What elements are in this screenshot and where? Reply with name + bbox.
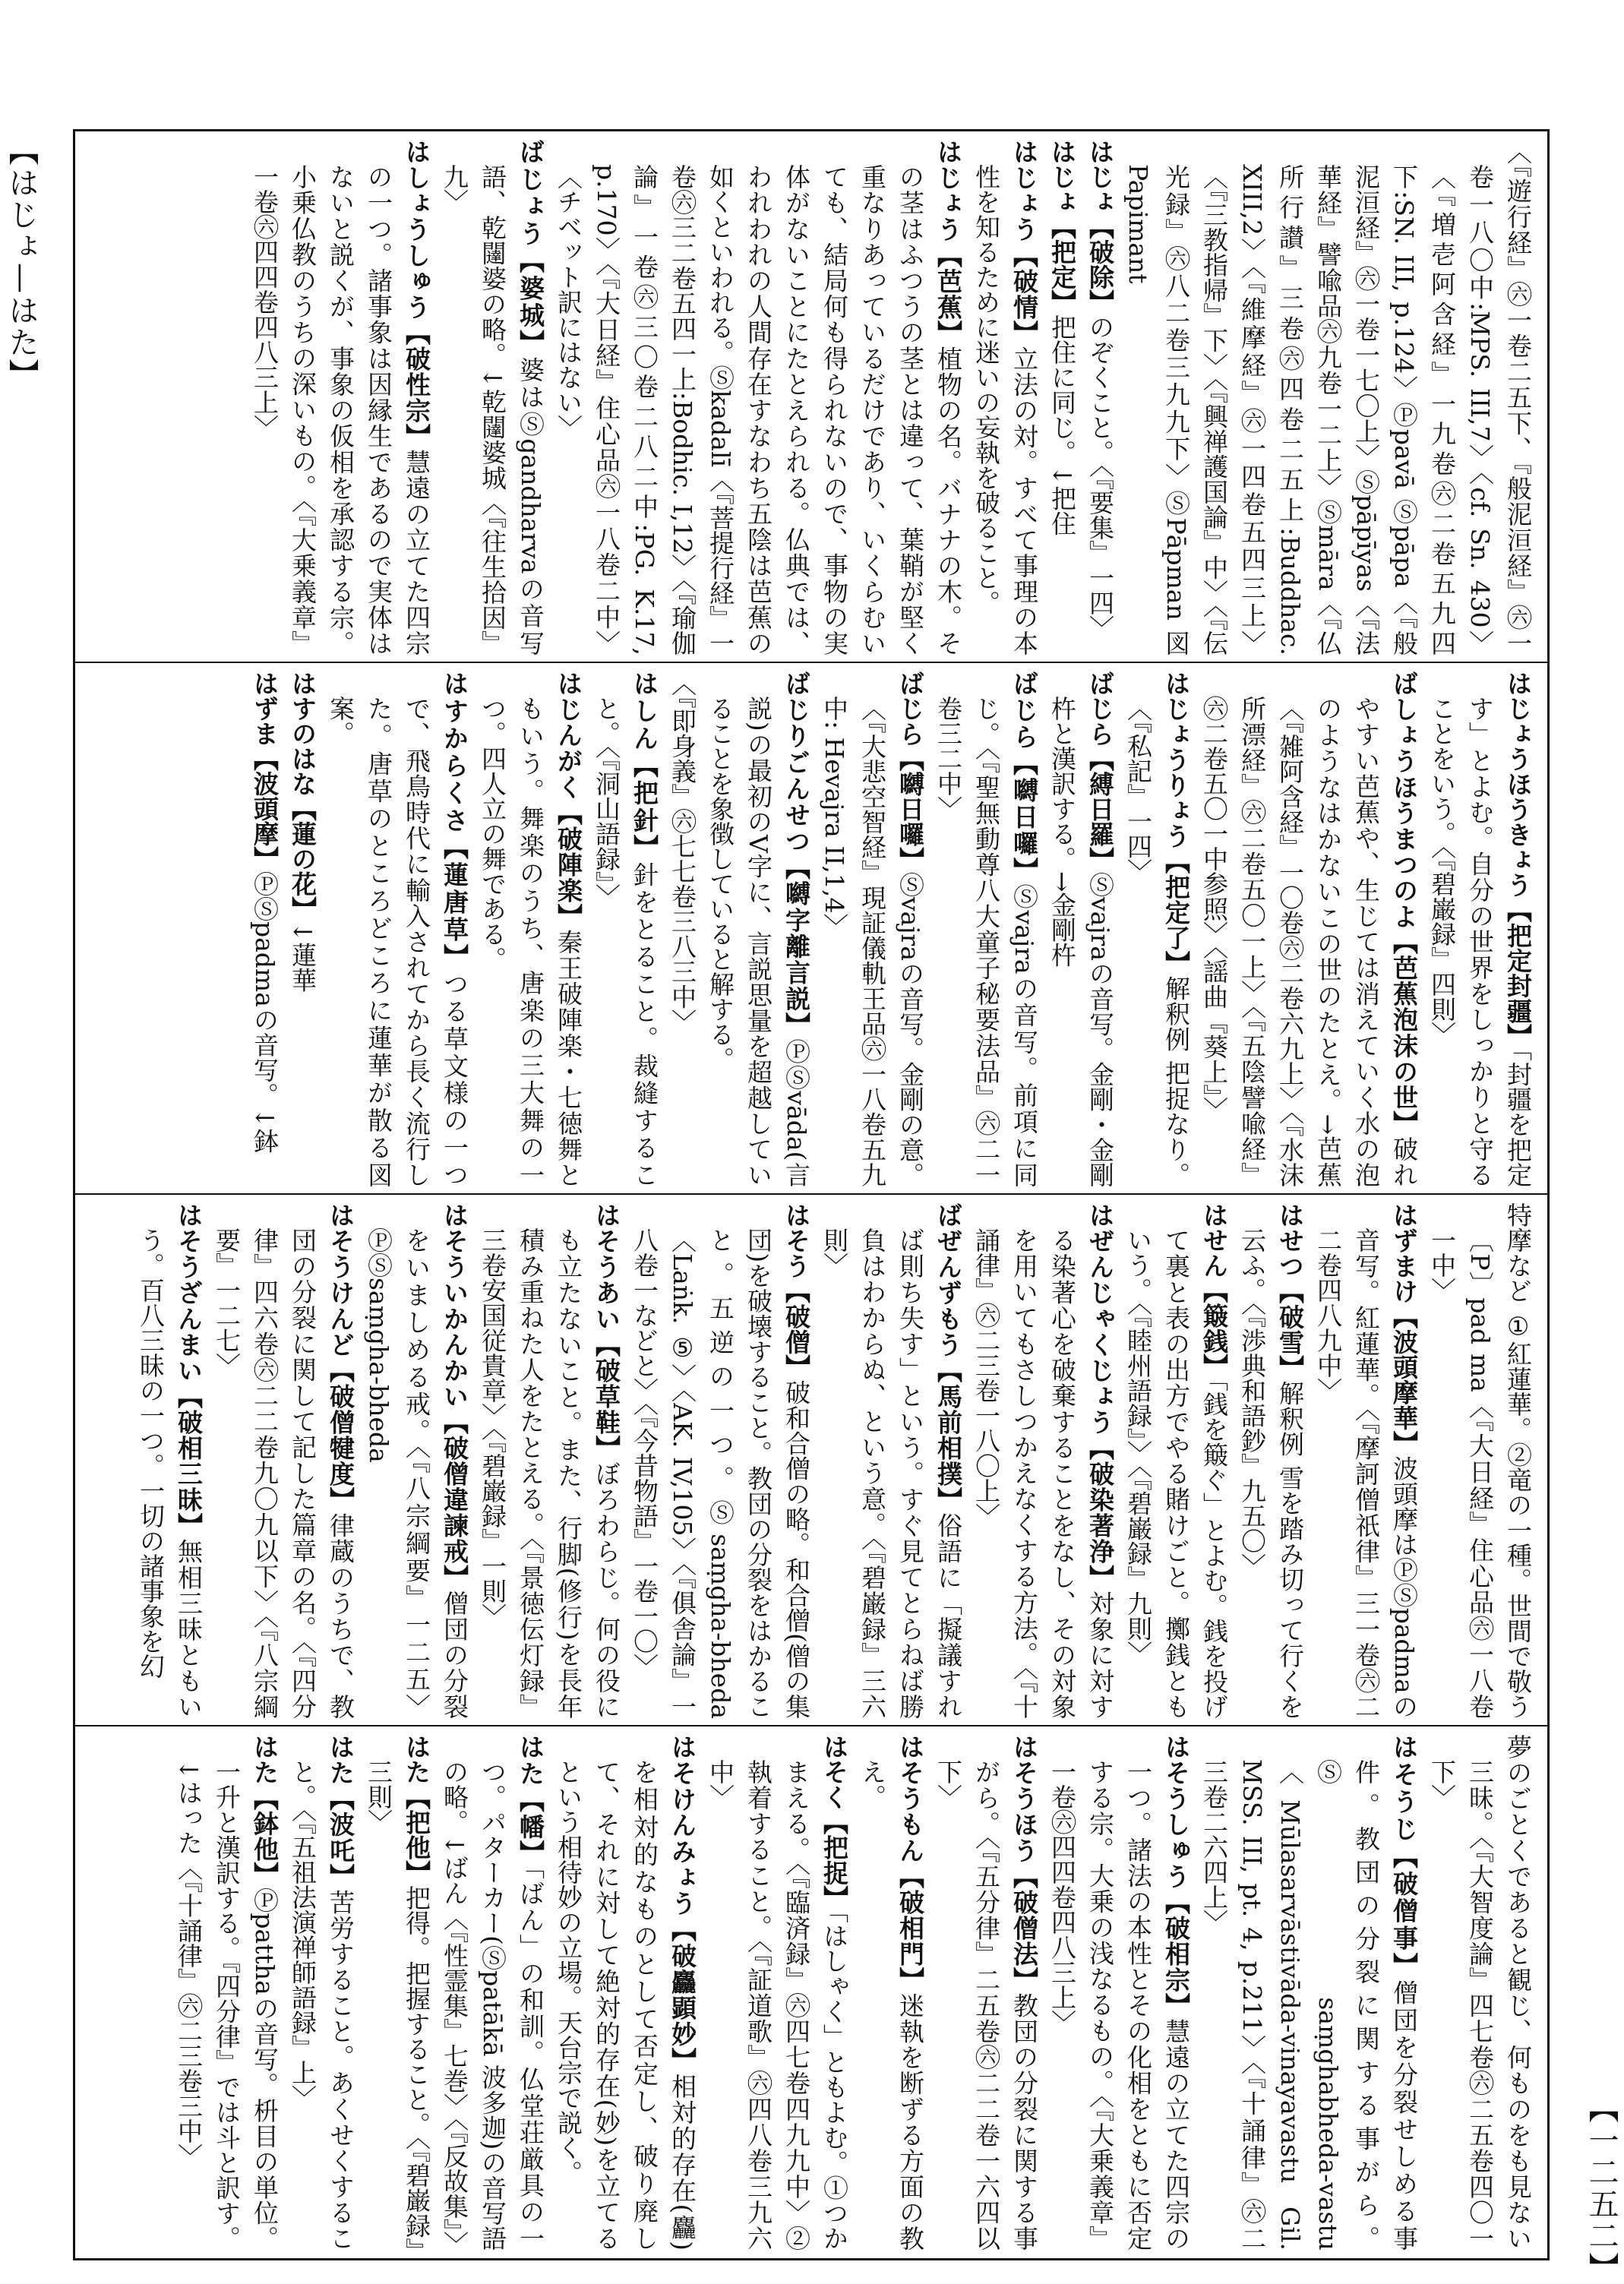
dictionary-entry xyxy=(815,671,929,1187)
entry-headword: ばしょうほうまつのよ【芭蕉泡沫の世】 xyxy=(1389,671,1419,1136)
entry-headword: ばじら【嚩日囉】 xyxy=(896,671,925,872)
dictionary-entry xyxy=(359,1202,473,1719)
entry-headword: はそういかんかい【破僧違諫戒】 xyxy=(440,1202,469,1591)
dictionary-entry xyxy=(1119,1202,1233,1719)
entry-headword: はた【鉢他】 xyxy=(250,1734,280,1888)
entry-definition: 夢のごとくであると観じ、何ものをも見ない三昧。〈『大智度論』四七卷㊅二五卷四〇一下〉 xyxy=(1427,1734,1533,2251)
entry-headword: はずまけ【波頭摩華】 xyxy=(1389,1202,1419,1456)
dictionary-entry xyxy=(701,671,815,1187)
dictionary-entry xyxy=(1043,671,1119,1187)
entry-headword: はた【波吒】 xyxy=(326,1734,355,1890)
entry-definition: ↓蓮華 xyxy=(288,921,318,993)
entry-definition: 針をとること。裁縫すること。〈『洞山語録』〉 xyxy=(592,696,659,1188)
entry-headword: はそく【把捉】 xyxy=(820,1734,849,1911)
entry-headword: はじょう【芭蕉】 xyxy=(934,139,963,346)
entry-definition: ⓅⓈvāda(言説)の最初のV字に、言説思量を超越していることを象徴していると解する。 xyxy=(706,696,811,1188)
entry-definition: Ⓢvajraの音写。金剛・金剛杵と漢訳する。→金剛杵 xyxy=(1047,696,1115,1188)
entry-definition: 「銭を簸ぐ」とよむ。銭を投げて裏と表の出方でやる賭けごと。擲銭ともいう。〈『睦州語録』〉〈『碧巌録』九則〉 xyxy=(1123,1227,1229,1720)
dictionary-entry xyxy=(1233,1202,1309,1719)
entry-definition: 把得。把握すること。〈『碧巌録』三則〉 xyxy=(364,1759,431,2251)
entry-definition: 解釈例 雪を踏み切って行くを云ふ。〈『渉典和語鈔』九五〇〉 xyxy=(1237,1227,1305,1719)
entry-headword: ばじら【縛日羅】 xyxy=(1085,671,1115,872)
entry-definition: Ⓢvajraの音写。金剛の意。〈『大悲空智経』現証儀軌王品㊅一八卷五九中: Hevajra II,1,4〉 xyxy=(820,696,925,1188)
dictionary-entry xyxy=(1195,671,1423,1187)
dictionary-entry xyxy=(473,1202,625,1719)
entry-headword: ばじりごんせつ【嚩字離言説】 xyxy=(782,671,811,1039)
section-2-text xyxy=(86,671,1537,1187)
dictionary-entry xyxy=(1309,1202,1423,1719)
dictionary-entry xyxy=(169,1734,283,2251)
entry-headword: はすのはな【蓮の花】 xyxy=(288,671,318,921)
entry-headword: はじょう【破情】 xyxy=(1009,139,1039,346)
entry-definition: Ⓟpatthaの音写。枡目の単位。一升と漢訳する。『四分律』では斗と訳す。↓はった〈『十誦律』㊅二三卷三中〉 xyxy=(174,1759,280,2251)
dictionary-entry xyxy=(549,139,967,656)
entry-definition: つる草文様の一つで、飛鳥時代に輸入されてから長く流行した。唐草のところどころに蓮華が散る図案。 xyxy=(326,696,469,1188)
entry-definition: Ⓢvajraの音写。前項に同じ。〈『聖無動尊八大童子秘要法品』㊅二一卷三二中〉 xyxy=(934,696,1039,1188)
section-1 xyxy=(75,131,1547,663)
entry-headword: はそうあい【破草鞋】 xyxy=(592,1202,621,1461)
dictionary-entry xyxy=(1119,671,1195,1187)
dictionary-entry xyxy=(245,139,435,656)
entry-definition: 「ばん」の和訓。仏堂荘厳具の一つ。パターカー(Ⓢpatākā 波多迦)の音写語の略。↓ばん〈『性霊集』七巻〉〈『反故集』〉 xyxy=(440,1759,545,2257)
entry-headword: はた【幡】 xyxy=(516,1734,545,1867)
dictionary-entry xyxy=(701,1734,853,2251)
dictionary-entry xyxy=(929,671,1043,1187)
entry-headword: はそうもん【破相門】 xyxy=(896,1734,925,1993)
entry-definition: 「封疆を把定す」とよむ。自分の世界をしっかりと守ることをいう。〈『碧巌録』四則〉 xyxy=(1427,696,1533,1188)
section-3-text xyxy=(86,1202,1537,1719)
entry-headword: ばぜんずもう【馬前相撲】 xyxy=(934,1202,963,1513)
dictionary-entry xyxy=(853,1734,929,2251)
dictionary-entry xyxy=(1081,139,1119,656)
entry-headword: はじょ【把定】 xyxy=(1047,139,1077,314)
dictionary-entry xyxy=(283,1734,359,2251)
entry-headword: はじょ【破除】 xyxy=(1085,139,1115,314)
entry-definition: 秦王破陣楽・七徳舞ともいう。舞楽のうち、唐楽の三大舞の一つ。四人立の舞である。 xyxy=(478,696,583,1188)
entry-definition: のぞくこと。〈『要集』一四〉 xyxy=(1085,314,1115,640)
entry-headword: ばじら【嚩日囉】 xyxy=(1009,671,1039,884)
entry-headword: はじょうほうきょう【把定封疆】 xyxy=(1503,671,1533,1049)
dictionary-entry xyxy=(967,1202,1119,1719)
entry-definition: 対象に対する染著心を破棄することをなし、その対象を用いてもさしつかえなくする方法。〈『十誦律』㊅二三卷一八〇上〉 xyxy=(972,1227,1115,1720)
entry-headword: はそうしゅう【破相宗】 xyxy=(1161,1734,1191,2019)
entry-headword: はぜんじゃくじょう【破染著浄】 xyxy=(1085,1202,1115,1591)
entry-headword: はた【把他】 xyxy=(402,1734,431,1885)
entry-definition: 破れやすい芭蕉や、生じては消えていく水の泡のようなはかないこの世のたとえ。→芭蕉〈『雑阿含経』一〇卷㊅二卷六九上〉〈『水沫所漂経』㊅二卷五〇一上〉〈『五陰譬喩経』㊅二卷五〇一中参照〉〈謡曲『葵上』〉 xyxy=(1199,696,1419,1188)
section-4 xyxy=(75,1726,1547,2258)
entry-definition: 特摩など ①紅蓮華。②竜の一種。世間で敬う〔P〕pad ma〈『大日経』住心品㊅一八卷一中〉 xyxy=(1427,1202,1533,1719)
entry-definition: 〈『即身義』㊅七七卷三八三中〉 xyxy=(668,671,697,1035)
entry-definition: ぼろわらじ。何の役にも立たないこと。また、行脚(修行)を長年積み重ねた人をたとえる。〈『景徳伝灯録』三卷安国従貴章〉〈『碧巌録』一則〉 xyxy=(478,1227,621,1720)
entry-definition: 把住に同じ。↓把住 xyxy=(1047,314,1077,536)
entry-definition: 慧遠の立てた四宗の一つ。諸事象は因縁生であるので実体はないと説くが、事象の仮相を承認する宗。小乗仏教のうちの深いもの。〈『大乗義章』一卷㊅四四卷四八三上〉 xyxy=(250,164,431,656)
dictionary-entry xyxy=(435,139,549,656)
dictionary-entry xyxy=(245,671,283,1187)
dictionary-entry xyxy=(131,1202,207,1719)
dictionary-entry xyxy=(473,671,587,1187)
dictionary-entry xyxy=(1119,139,1537,656)
entry-headword: はすからくさ【蓮唐草】 xyxy=(440,671,469,971)
dictionary-entry xyxy=(815,1202,967,1719)
section-2 xyxy=(75,663,1547,1195)
section-3 xyxy=(75,1195,1547,1726)
entry-definition: 僧団の分裂をいましめる戒。〈『八宗綱要』一二五〉ⓅⓈsaṃgha-bheda xyxy=(364,1227,469,1720)
entry-definition: 立法の対。すべて事理の本性を知るために迷いの妄執を破ること。 xyxy=(972,164,1039,656)
entry-definition: 迷執を断ずる方面の教え。 xyxy=(858,1759,925,2251)
entry-headword: はせつ【破雪】 xyxy=(1275,1202,1305,1381)
dictionary-entry xyxy=(587,671,663,1187)
dictionary-entry xyxy=(1043,139,1081,656)
dictionary-entry xyxy=(359,1734,435,2251)
entry-definition: 破和合僧の略。和合僧(僧の集団)を破壊すること。教団の分裂をはかること。五逆の一つ。Ⓢsaṃgha-bheda〈Laṅk. ⑤〉〈AK. IV,105〉〈『俱舎論』一八卷一などと〉〈『今昔物語』一卷一〇〉 xyxy=(630,1227,811,1720)
entry-headword: はじょうりょう【把定了】 xyxy=(1161,671,1191,976)
entry-definition: 律蔵のうちで、教団の分裂に関して記した篇章の名。〈『四分律』四六卷㊅二二卷九〇九以下〉〈『八宗綱要』一二七〉 xyxy=(212,1227,355,1720)
entry-definition: 解釈例 把捉なり。〈『私記』一四〉 xyxy=(1123,696,1191,1187)
page-header-left: 【はじょ—はた】 xyxy=(4,135,39,390)
entry-headword: はそう【破僧】 xyxy=(782,1202,811,1380)
entry-definition: 「はしゃく」ともよむ。①つかまえる。〈『臨済録』㊅四七卷四九九中〉②執着すること。〈『証道歌』㊅四八卷三九六中〉 xyxy=(706,1759,849,2251)
dictionary-entry xyxy=(663,671,701,1187)
dictionary-entry xyxy=(549,1734,701,2251)
entry-headword: はしょうしゅう【破性宗】 xyxy=(402,139,431,450)
entry-definition: 婆はⓈgandharvaの音写語、乾闥婆の略。↓乾闥婆城〈『往生拾因』九〉 xyxy=(440,164,545,656)
entry-headword: はずま【波頭摩】 xyxy=(250,671,280,871)
dictionary-entry xyxy=(321,671,473,1187)
entry-headword: はそうけんど【破僧犍度】 xyxy=(326,1202,355,1513)
section-4-text xyxy=(86,1734,1537,2257)
entry-headword: ばじょう【婆城】 xyxy=(516,139,545,357)
dictionary-entry xyxy=(1423,1202,1537,1719)
entry-definition: 相対的存在(麤)を相対的なものとして否定し、破り廃して、それに対して絶対的存在(妙)を立てるという相待妙の立場。天台宗で説く。 xyxy=(554,1759,697,2251)
entry-headword: はそうざんまい【破相三昧】 xyxy=(174,1202,204,1539)
page-number: 【一二五二】 xyxy=(1584,2093,1619,2284)
dictionary-entry xyxy=(1195,1734,1423,2251)
dictionary-entry xyxy=(1423,671,1537,1187)
dictionary-entry xyxy=(1043,1734,1195,2251)
entry-headword: はそけんみょう【破麤顕妙】 xyxy=(668,1734,697,2074)
entry-definition: 慧遠の立てた四宗の一つ。諸法の本性とその化相をともに否定する宗。大乗の浅なるもの。〈『大乗義章』一卷㊅四四卷四八三上〉 xyxy=(1047,1759,1191,2251)
entry-definition: 俗語に「擬議すれば則ち失す」という。すぐ見てとらねば勝負はわからぬ、という意。〈『碧巌録』三六則〉 xyxy=(820,1227,963,1720)
dictionary-entry xyxy=(435,1734,549,2257)
dictionary-entry xyxy=(1423,1734,1537,2251)
entry-headword: はしん【把針】 xyxy=(630,671,659,862)
page-frame xyxy=(73,129,1550,2260)
entry-definition: 教団の分裂に関する事がら。〈『五分律』二五卷㊅二二卷一六四以下〉 xyxy=(934,1759,1039,2251)
entry-definition: 植物の名。バナナの木。その茎はふつうの茎とは違って、葉鞘が堅く重なりあっているだけであり、いくらむいても、結局何も得られないので、事物の実体がないことにたとえられる。仏典では、われわれの人間存在すなわち五陰は芭蕉の如くといわれる。Ⓢkadalī〈『菩提行経』一卷㊅三二卷五四一上:Bodhic. I,12〉〈『瑜伽論』一卷㊅三〇卷二八二中:PG. K.17, p.170〉〈『大日経』住心品㊅一八卷二中〉〈チベット訳にはない〉 xyxy=(554,164,963,656)
dictionary-entry xyxy=(207,1202,359,1719)
entry-headword: はじんがく【破陣楽】 xyxy=(554,671,583,930)
entry-definition: ⓅⓈpadmaの音写。↓鉢 xyxy=(250,871,280,1154)
entry-headword: はせん【簸銭】 xyxy=(1199,1202,1229,1379)
entry-definition: 苦労すること。あくせくすること。〈『五祖法演禅師語録』上〉 xyxy=(288,1759,355,2251)
section-1-text xyxy=(86,139,1537,656)
entry-headword: はそうじ【破僧事】 xyxy=(1389,1734,1419,1980)
entry-headword: はそうほう【破僧法】 xyxy=(1009,1734,1039,1993)
dictionary-entry xyxy=(929,1734,1043,2251)
entry-definition: 無相三昧ともいう。百八三昧の一つ。一切の諸事象を幻 xyxy=(136,1227,204,1720)
entry-definition: 僧団を分裂せしめる事件。教団の分裂に関する事がら。Ⓢsaṃghabheda-vastu〈Mūlasarvāstivāda-vinayavastu Gil. MSS. III, pt. 4, p.211〉〈『十誦律』㊅二三卷二六四上〉 xyxy=(1199,1759,1419,2251)
dictionary-entry xyxy=(283,671,321,1187)
dictionary-entry xyxy=(625,1202,815,1719)
entry-definition: 〈『遊行経』㊅一卷二五下、『般泥洹経』㊅一卷一八〇中:MPS. III,7〉〈cf. Sn. 430〉〈『増壱阿含経』一九卷㊅二卷五九四下:SN. III, p.124〉Ⓟpavā Ⓢpāpa〈『般泥洹経』㊅一卷一七〇上〉Ⓢpāpīyas〈『法華経』譬喩品㊅九卷一二上〉Ⓢmāra〈『仏所行讃』三卷㊅四卷二五上:Buddhac. XIII,2〉〈『維摩経』㊅一四卷五四三上〉〈『三教指帰』下〉〈『興禅護国論』中〉〈『伝光録』㊅八二卷三九九下〉ⓈPāpman 図Papimant xyxy=(1123,139,1533,656)
dictionary-entry xyxy=(967,139,1043,656)
entry-definition: 波頭摩はⓅⓈpadmaの音写。紅蓮華。〈『摩訶僧祇律』三一卷㊅二二卷四八九中〉 xyxy=(1313,1227,1419,1719)
